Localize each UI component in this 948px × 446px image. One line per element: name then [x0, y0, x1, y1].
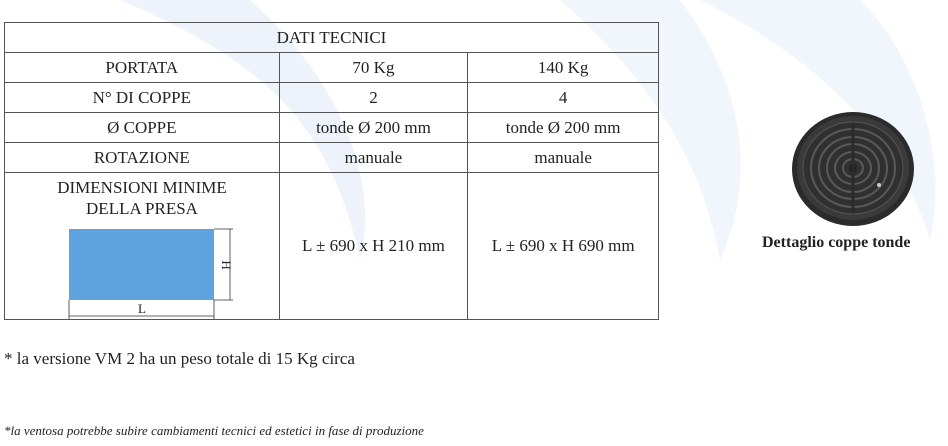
cup-caption: Dettaglio coppe tonde — [762, 234, 911, 251]
suction-cup-photo — [791, 111, 915, 227]
dimensions-diagram — [5, 223, 279, 319]
table-row — [5, 143, 659, 173]
row-value-vm4: manuale — [468, 143, 659, 173]
technical-data-table — [4, 22, 659, 320]
dimensions-label-cell — [5, 173, 280, 320]
table-title: DATI TECNICI — [5, 23, 659, 53]
row-value-vm2: 2 — [279, 83, 468, 113]
dimensions-value-vm4: L ± 690 x H 690 mm — [468, 173, 659, 320]
dimensions-value-vm2: L ± 690 x H 210 mm — [279, 173, 468, 320]
row-label: ROTAZIONE — [5, 143, 280, 173]
weight-footnote: * la versione VM 2 ha un peso totale di 15 Kg circa — [4, 349, 355, 368]
row-label: Ø COPPE — [5, 113, 280, 143]
grip-area-rect — [69, 229, 214, 300]
row-value-vm4: 4 — [468, 83, 659, 113]
table-row — [5, 83, 659, 113]
row-label: PORTATA — [5, 53, 280, 83]
table-header-row — [5, 23, 659, 53]
row-value-vm2: tonde Ø 200 mm — [279, 113, 468, 143]
row-value-vm4: 140 Kg — [468, 53, 659, 83]
dimensions-label: DIMENSIONI MINIME DELLA PRESA — [57, 178, 227, 218]
row-value-vm2: 70 Kg — [279, 53, 468, 83]
dimensions-row — [5, 173, 659, 320]
table-row — [5, 113, 659, 143]
row-value-vm2: manuale — [279, 143, 468, 173]
diagram-h-label: H — [219, 260, 234, 270]
row-value-vm4: tonde Ø 200 mm — [468, 113, 659, 143]
disclaimer-footnote: *la ventosa potrebbe subire cambiamenti tecnici ed estetici in fase di produzione — [4, 423, 424, 438]
row-label: N° DI COPPE — [5, 83, 280, 113]
diagram-l-label: L — [138, 301, 146, 316]
table-row — [5, 53, 659, 83]
